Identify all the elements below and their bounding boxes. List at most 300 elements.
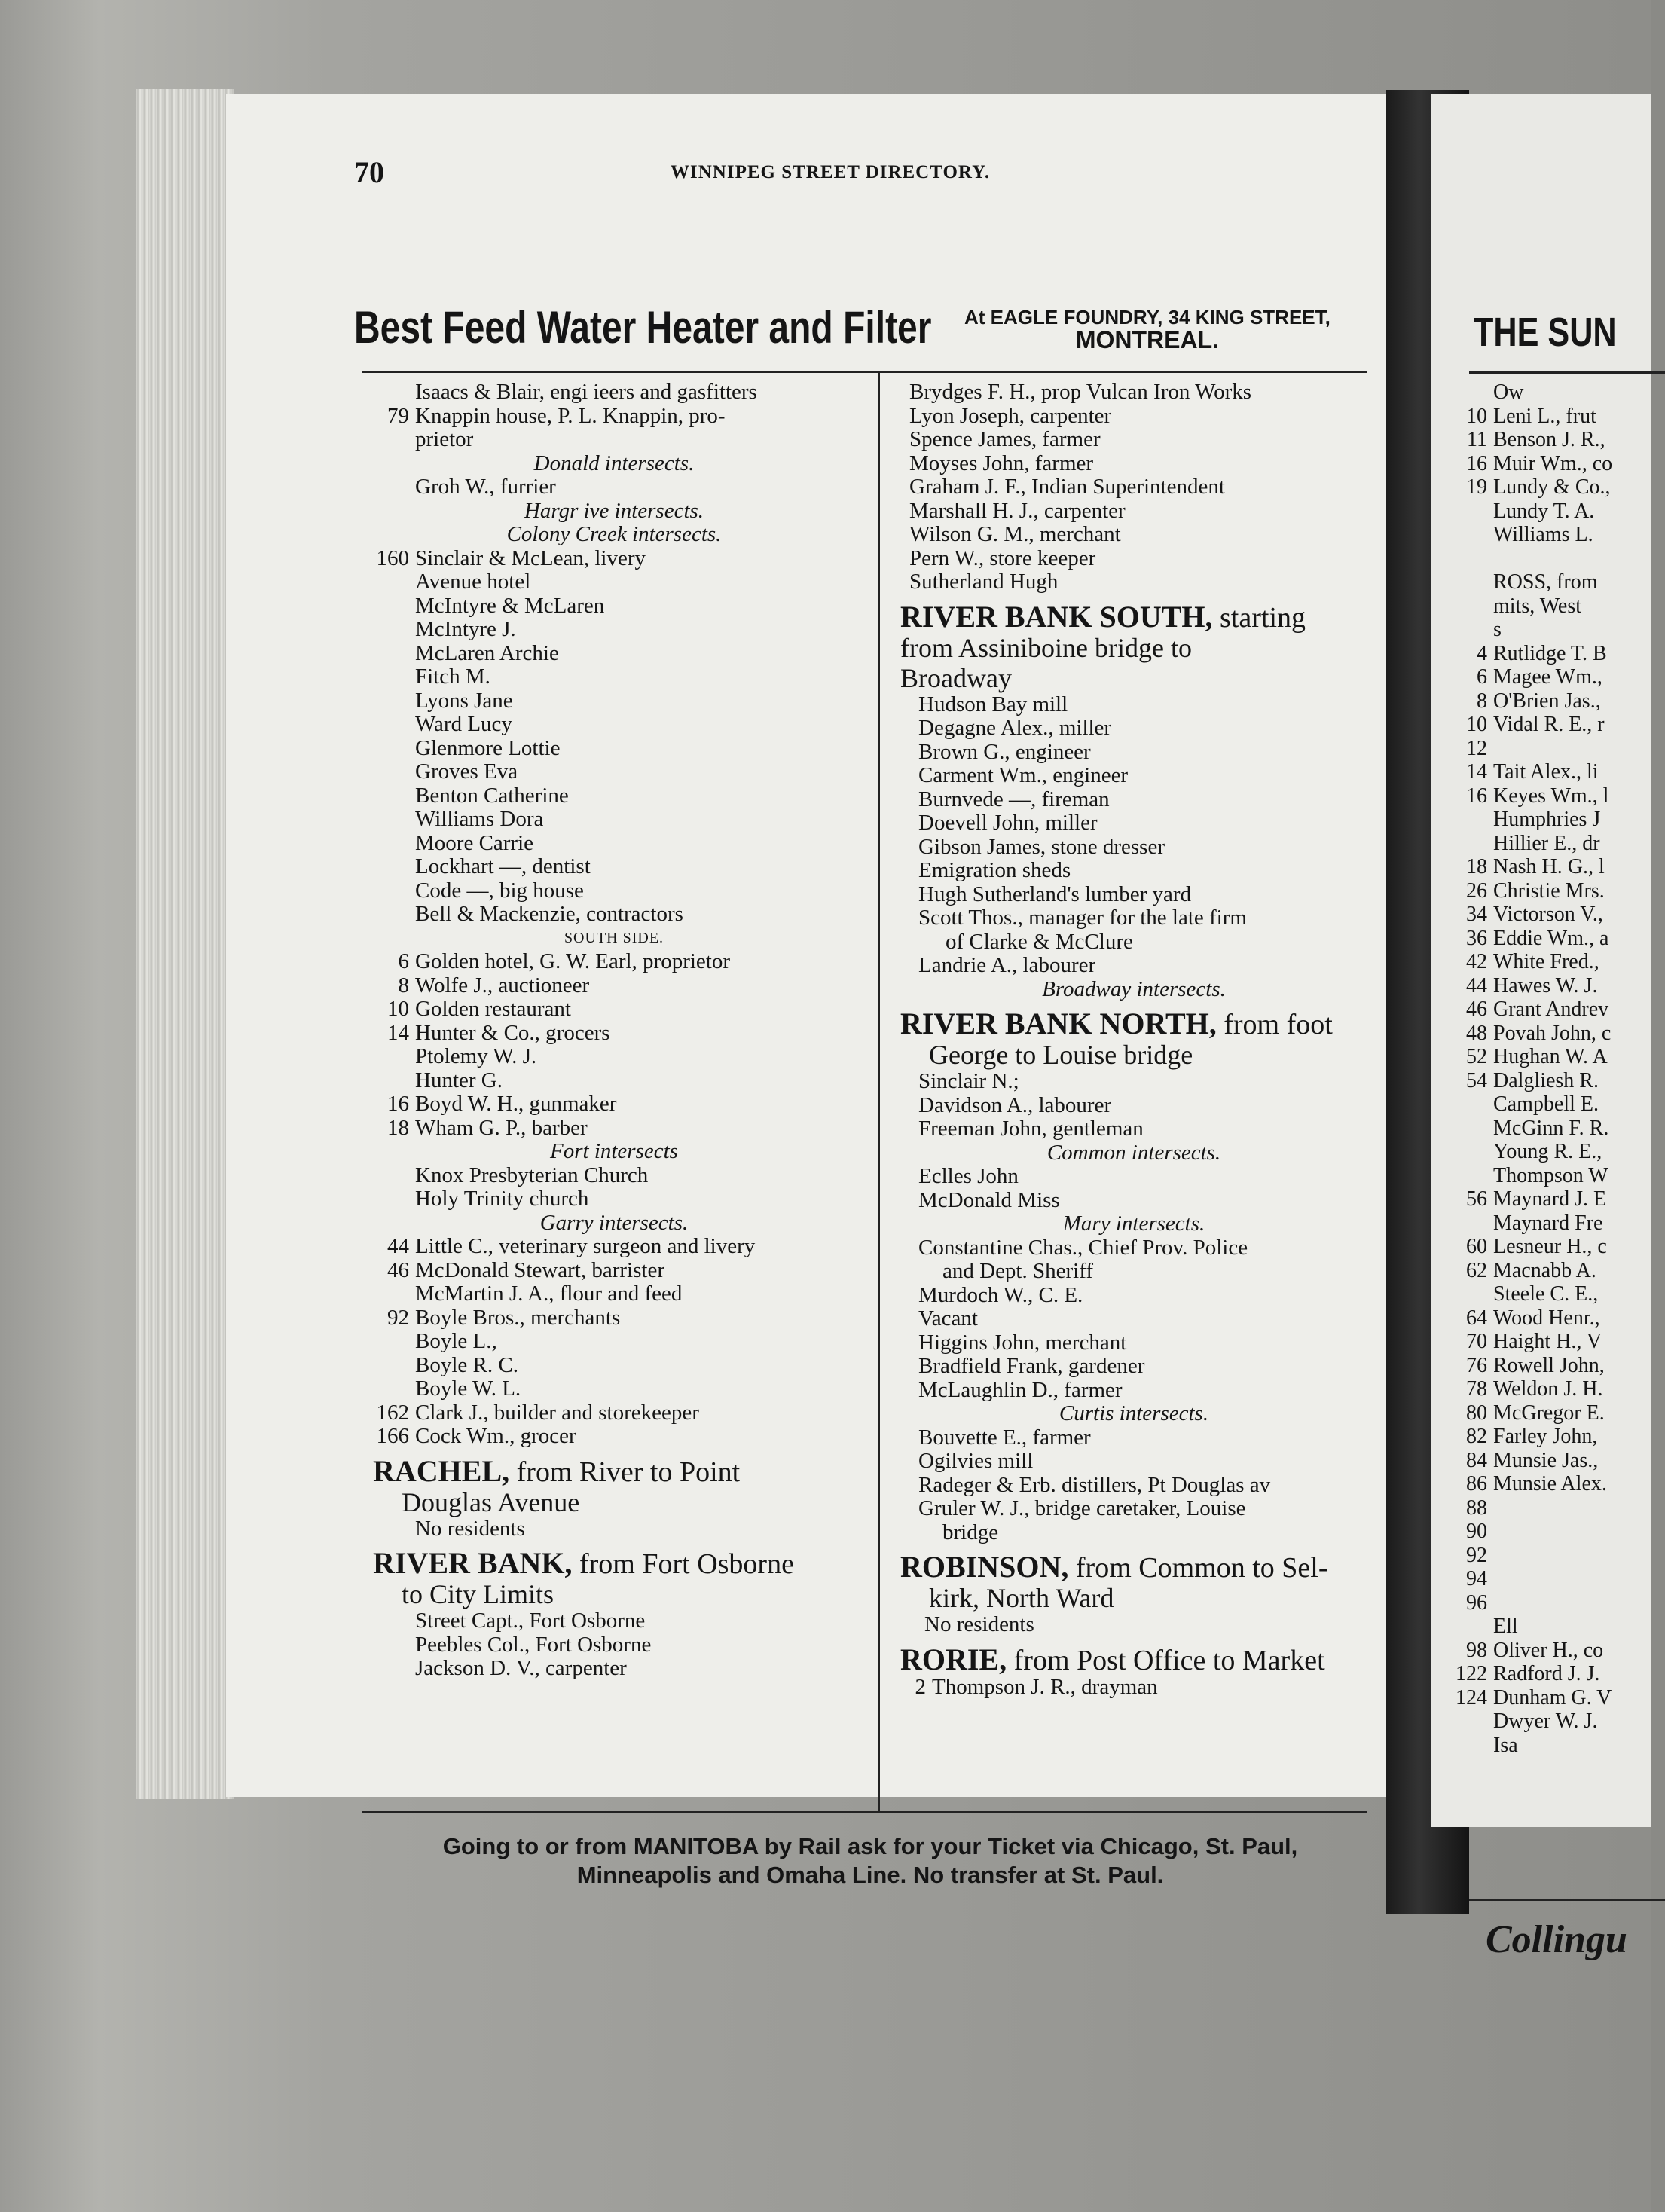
entry-text: Farley John, [1493,1425,1598,1448]
entry-text: Cock Wm., grocer [415,1424,576,1448]
adjacent-entry [1454,832,1612,856]
house-number: 124 [1456,1685,1487,1709]
entry-text: Benson J. R., [1493,428,1605,451]
entry-text: McGregor E. [1493,1401,1605,1425]
directory-entry: McDonald Miss [918,1187,1060,1212]
house-number: 10 [1466,713,1487,736]
adjacent-entry [1454,1164,1612,1188]
adjacent-entry [1454,665,1612,689]
directory-entry: Moore Carrie [415,830,534,855]
house-number: 16 [387,1092,409,1116]
entry-text: Magee Wm., [1493,665,1602,689]
directory-entry: Davidson A., labourer [918,1092,1112,1117]
adjacent-entry [1454,1187,1612,1211]
directory-entry: Sutherland Hugh [909,570,1059,594]
entry-text: Victorson V., [1493,903,1603,926]
directory-entry: Radeger & Erb. distillers, Pt Douglas av [918,1472,1271,1497]
entry-text: Boyle Bros., merchants [415,1305,621,1330]
house-number: 10 [1466,404,1487,428]
entry-text: Boyd W. H., gunmaker [415,1092,617,1116]
directory-entry: Eclles John [918,1164,1019,1188]
directory-entry: Lockhart —, dentist [415,854,591,878]
running-title: WINNIPEG STREET DIRECTORY. [671,162,991,182]
house-number: 160 [376,545,409,570]
directory-entry: Ward Lucy [415,712,512,736]
house-number: 76 [1466,1353,1487,1377]
directory-entry: Pern W., store keeper [909,545,1096,570]
adjacent-entry [1454,547,1612,571]
adjacent-page-column [1454,380,1612,1757]
entry-text: Thompson W [1493,1163,1608,1187]
house-number: 4 [1477,641,1487,665]
directory-entry: Benton Catherine [415,783,569,808]
entry-text: Haight H., V [1493,1330,1602,1353]
bottom-ad-line-1: Going to or from MANITOBA by Rail ask for your Ticket via Chicago, St. Paul, [442,1833,1298,1859]
entry-text: Dalgliesh R. [1493,1068,1599,1092]
directory-entry: No residents [924,1612,1034,1636]
entry-text: Vidal R. E., r [1493,713,1605,736]
adjacent-page-footer: Collingu [1486,1918,1627,1961]
directory-entry: Bradfield Frank, gardener [918,1354,1145,1378]
adjacent-entry [1454,642,1612,666]
house-number: 88 [1466,1496,1487,1520]
adjacent-entry [1454,1709,1612,1734]
directory-entry: No residents [415,1516,525,1541]
directory-entry: McLaughlin D., farmer [918,1377,1123,1402]
entry-text: Rutlidge T. B [1493,641,1607,665]
adjacent-page-rule-bottom [1469,1899,1665,1901]
entry-text: Nash H. G., l [1493,855,1605,878]
house-number: 18 [387,1115,409,1140]
entry-text: Grant Andrev [1493,998,1609,1021]
directory-entry [373,974,855,998]
house-number: 90 [1466,1520,1487,1543]
entry-text: Williams L. [1493,523,1593,546]
entry-text: Macnabb A. [1493,1258,1596,1282]
adjacent-entry [1454,784,1612,808]
adjacent-entry [1454,1117,1612,1141]
directory-entry: Groves Eva [415,759,518,784]
street-rachel [373,1453,855,1541]
house-number: 44 [387,1234,409,1258]
entry-text: Sinclair & McLean, livery [415,545,646,570]
directory-entry: Degagne Alex., miller [918,716,1112,740]
directory-entry: Carment Wm., engineer [918,763,1129,787]
street-heading-cont: Broadway [900,662,1012,693]
adjacent-entry [1454,808,1612,832]
house-number: 36 [1466,926,1487,950]
directory-entry: of Clarke & McClure [946,929,1133,954]
adjacent-entry [1454,1045,1612,1069]
adjacent-entry [1454,1567,1612,1591]
adjacent-entry [1454,500,1612,524]
street-entries [900,1070,1367,1141]
directory-entry [373,1425,855,1449]
house-number: 79 [387,403,409,428]
directory-entry: Fitch M. [415,665,490,689]
adjacent-entry [1454,974,1612,998]
house-number: 62 [1466,1258,1487,1282]
adjacent-entry [1454,1306,1612,1331]
entry-text: Ell [1493,1615,1518,1638]
entry-text: Maynard J. E [1493,1187,1607,1211]
page-edges [136,89,234,1799]
adjacent-entry [1454,1662,1612,1686]
directory-entry: Murdoch W., C. E. [918,1282,1083,1307]
entry-text: Dunham G. V [1493,1685,1612,1709]
entry-text: Wham G. P., barber [415,1115,588,1140]
street-heading: RIVER BANK SOUTH, starting [900,599,1306,634]
house-number: 70 [1466,1330,1487,1353]
intersection-note: Donald intersects. [533,451,695,475]
bottom-advertisement [369,1832,1371,1890]
entry-text: Oliver H., co [1493,1638,1604,1662]
adjacent-entry [1454,689,1612,713]
adjacent-entry [1454,405,1612,429]
adjacent-page-rule [1469,371,1665,374]
directory-entry: Bouvette E., farmer [918,1425,1091,1450]
entry-text: Rowell John, [1493,1353,1605,1377]
entry-text: Clark J., builder and storekeeper [415,1400,699,1425]
street-robinson [900,1552,1367,1637]
entry-text: Povah John, c [1493,1021,1612,1045]
adjacent-entry [1454,903,1612,927]
adjacent-entry [1454,523,1612,547]
adjacent-entry [1454,998,1612,1022]
house-number: 46 [1466,998,1487,1021]
entry-text: Munsie Jas., [1493,1448,1599,1472]
house-number: 80 [1466,1401,1487,1425]
entry-text: Weldon J. H. [1493,1377,1603,1401]
adjacent-entry [1454,1520,1612,1544]
directory-entry: Landrie A., labourer [918,953,1096,977]
river-bank-continued [900,380,1367,594]
directory-entry: Freeman John, gentleman [918,1117,1144,1141]
house-number: 48 [1466,1021,1487,1045]
adjacent-entry [1454,618,1612,642]
house-number: 82 [1466,1425,1487,1448]
house-number: 16 [1466,784,1487,808]
directory-entry: Sinclair N.; [918,1069,1019,1093]
directory-entry: Emigration sheds [918,858,1071,882]
directory-entry [373,547,855,571]
adjacent-entry [1454,1496,1612,1520]
page-header [354,154,1371,192]
adjacent-entry [1454,594,1612,619]
house-number: 78 [1466,1377,1487,1401]
entry-text: Keyes Wm., l [1493,784,1609,808]
entry-text: Wood Henr., [1493,1306,1600,1330]
directory-entry: McMartin J. A., flour and feed [415,1282,683,1306]
directory-entry: Holy Trinity church [415,1187,589,1211]
entry-text: Munsie Alex. [1493,1472,1607,1496]
directory-entry: Ogilvies mill [918,1449,1034,1473]
top-advertisement [354,301,1371,362]
adjacent-entry [1454,1022,1612,1046]
house-number: 26 [1466,878,1487,903]
directory-entry [373,1259,855,1283]
directory-entry: prietor [415,427,474,451]
entry-text: Isa [1493,1733,1518,1757]
adjacent-entry [1454,428,1612,452]
adjacent-entry [1454,1401,1612,1425]
directory-entry: Gruler W. J., bridge caretaker, Louise [918,1496,1246,1520]
directory-entry: Lyons Jane [415,688,513,713]
adjacent-entry [1454,1282,1612,1306]
entry-text: Muir Wm., co [1493,451,1613,475]
house-number: 12 [1466,736,1487,760]
directory-entry: Doevell John, miller [918,811,1098,835]
adjacent-entry [1454,713,1612,737]
house-number: 11 [1467,428,1487,451]
street-river-bank [373,1548,855,1681]
house-number: 46 [387,1257,409,1282]
adjacent-entry [1454,1686,1612,1710]
directory-entry: bridge [942,1520,999,1544]
street-entries [900,1426,1367,1545]
house-number: 96 [1466,1590,1487,1615]
adjacent-entry [1454,1235,1612,1259]
adjacent-entry [1454,1591,1612,1615]
directory-entry: Moyses John, farmer [909,451,1094,475]
entry-text: Maynard Fre [1493,1211,1603,1235]
directory-entry: Bell & Mackenzie, contractors [415,902,683,926]
house-number: 98 [1466,1638,1487,1662]
house-number: 166 [376,1424,409,1448]
house-number: 64 [1466,1306,1487,1330]
directory-entry: Glenmore Lottie [415,735,561,760]
directory-entry: Boyle L., [415,1329,497,1353]
house-number: 162 [376,1400,409,1425]
street-heading-cont: to City Limits [402,1579,554,1609]
directory-entry: Scott Thos., manager for the late firm [918,906,1247,930]
street-heading-cont: George to Louise bridge [929,1040,1193,1070]
house-number: 8 [1477,689,1487,713]
directory-entry [373,998,855,1022]
entry-text: Dwyer W. J. [1493,1709,1598,1733]
house-number: 86 [1466,1472,1487,1496]
entry-text: Campbell E. [1493,1092,1599,1116]
house-number: 6 [1477,665,1487,689]
house-number: 92 [1466,1543,1487,1567]
directory-entry: Brydges F. H., prop Vulcan Iron Works [909,380,1252,404]
adjacent-entry [1454,879,1612,903]
house-number: 94 [1466,1567,1487,1590]
column-divider [878,373,880,1812]
street-entries [900,1236,1367,1403]
adjacent-entry [1454,737,1612,761]
house-number: 16 [1466,451,1487,475]
street-heading: RIVER BANK NORTH, from foot [900,1007,1333,1040]
directory-entry: Wilson G. M., merchant [909,522,1121,546]
entry-text: Hawes W. J. [1493,973,1598,998]
ad-headline: Best Feed Water Heater and Filter [354,302,932,353]
entry-text: Wolfe J., auctioneer [415,973,590,998]
directory-entry: Graham J. F., Indian Superintendent [909,475,1225,499]
house-number: 14 [387,1020,409,1045]
entry-text: Leni L., frut [1493,404,1596,428]
street-heading: RORIE, from Post Office to Market [900,1642,1325,1676]
street-heading-cont: kirk, North Ward [929,1583,1114,1613]
entry-text: Lundy T. A. [1493,499,1595,523]
ad-address [964,306,1330,351]
house-number: 14 [1466,760,1487,784]
directory-entry: Vacant [918,1306,978,1331]
intersection-note: Broadway intersects. [1042,976,1226,1001]
street-heading-cont: Douglas Avenue [402,1486,580,1517]
right-column [900,380,1367,1699]
entry-text: Steele C. E., [1493,1282,1599,1306]
adjacent-entry [1454,760,1612,784]
directory-entry [373,1235,855,1259]
house-number: 122 [1456,1662,1487,1685]
adjacent-entry [1454,570,1612,594]
directory-entry: Boyle R. C. [415,1352,518,1377]
top-rule [362,371,1367,373]
house-number: 10 [387,997,409,1021]
directory-entry: Higgins John, merchant [918,1330,1127,1355]
adjacent-entry [1454,927,1612,951]
directory-entry [373,1306,855,1331]
entry-text: Golden hotel, G. W. Earl, proprietor [415,949,730,973]
directory-entry: McIntyre J. [415,617,516,641]
adjacent-entry [1454,1544,1612,1568]
entry-text: Hillier E., dr [1493,831,1600,855]
directory-entry [373,1022,855,1046]
intersection-note: Colony Creek intersects. [506,522,722,546]
directory-entry: Groh W., furrier [415,475,556,499]
directory-entry [373,1117,855,1141]
street-heading: RIVER BANK, from Fort Osborne [373,1546,794,1580]
bottom-rule [362,1811,1367,1813]
ad-address-city: MONTREAL. [1075,326,1220,353]
adjacent-entry [1454,1639,1612,1663]
entry-text: Ow [1493,380,1524,404]
directory-entry: Knox Presbyterian Church [415,1163,649,1187]
house-number: 8 [398,973,409,998]
entry-text: Humphries J [1493,808,1601,831]
house-number: 52 [1466,1045,1487,1068]
adjacent-entry [1454,1211,1612,1236]
entry-text: Christie Mrs. [1493,878,1605,903]
entry-text: Golden restaurant [415,997,571,1021]
entry-text: Lundy & Co., [1493,475,1611,499]
directory-entry: Hudson Bay mill [918,692,1068,716]
adjacent-entry [1454,1425,1612,1449]
street-entries [900,1165,1367,1212]
adjacent-entry [1454,452,1612,476]
house-number: 84 [1466,1448,1487,1472]
entry-text: McDonald Stewart, barrister [415,1257,664,1282]
directory-entry: Gibson James, stone dresser [918,834,1166,859]
intersection-note: Curtis intersects. [1059,1401,1209,1425]
adjacent-entry [1454,1449,1612,1473]
directory-entry [373,1401,855,1425]
street-river-bank-south [900,599,1367,1002]
adjacent-entry [1454,1377,1612,1401]
street-entries [900,693,1367,978]
adjacent-entry [1454,1069,1612,1093]
house-number: 54 [1466,1068,1487,1092]
adjacent-page [1431,94,1651,1961]
ad-address-line: At EAGLE FOUNDRY, 34 KING STREET, [964,306,1330,328]
house-number: 19 [1466,475,1487,499]
directory-entry: Lyon Joseph, carpenter [909,403,1112,428]
directory-entry: 2 Thompson J. R., drayman [915,1674,1158,1699]
adjacent-entry [1454,1092,1612,1117]
directory-entry: Peebles Col., Fort Osborne [415,1632,652,1657]
street-rorie [900,1642,1367,1700]
intersection-note: Mary intersects. [1062,1211,1205,1236]
adjacent-entry [1454,1472,1612,1496]
entry-text: mits, West [1493,594,1582,618]
house-number: 56 [1466,1187,1487,1211]
house-number: 6 [398,949,409,973]
house-number: 18 [1466,855,1487,878]
directory-entry: Boyle W. L. [415,1376,521,1401]
house-number: 34 [1466,903,1487,926]
directory-entry: Isaacs & Blair, engi ieers and gasfitters [415,380,757,404]
directory-entry: Code —, big house [415,878,584,903]
entry-text: Knappin house, P. L. Knappin, pro- [415,403,726,428]
entry-text: ROSS, from [1493,570,1598,594]
adjacent-entry [1454,855,1612,879]
adjacent-entry [1454,380,1612,405]
street-heading-cont: from Assiniboine bridge to [900,632,1192,663]
house-number: 44 [1466,973,1487,998]
directory-entry: McIntyre & McLaren [415,593,605,618]
entry-text: Hughan W. A [1493,1045,1608,1068]
directory-entry: Hunter G. [415,1068,503,1092]
directory-entry: Marshall H. J., carpenter [909,498,1126,523]
entry-text: Young R. E., [1493,1140,1602,1163]
street-heading: RACHEL, from River to Point [373,1453,741,1488]
directory-entry: Constantine Chas., Chief Prov. Police [918,1235,1248,1260]
entry-text: Little C., veterinary surgeon and livery [415,1234,756,1258]
adjacent-entry [1454,475,1612,500]
left-entries [373,380,855,1449]
adjacent-entry [1454,1354,1612,1378]
left-column [373,380,855,1681]
entry-text: White Fred., [1493,950,1599,973]
adjacent-entry [1454,1734,1612,1758]
house-number: 60 [1466,1235,1487,1258]
directory-entry: Street Capt., Fort Osborne [415,1609,646,1633]
house-number: 42 [1466,950,1487,973]
directory-entry: Ptolemy W. J. [415,1044,537,1068]
adjacent-entry [1454,1615,1612,1639]
section-label: SOUTH SIDE. [564,929,664,946]
directory-entry: Burnvede —, fireman [918,787,1110,811]
adjacent-entry [1454,1140,1612,1164]
entry-text: Lesneur H., c [1493,1235,1607,1258]
intersection-note: Fort intersects [550,1139,678,1163]
directory-entry [373,950,855,974]
adjacent-page-title: THE SUN [1474,310,1617,355]
house-number: 92 [387,1305,409,1330]
street-heading: ROBINSON, from Common to Sel- [900,1550,1328,1584]
intersection-note: Common intersects. [1046,1140,1221,1165]
entry-text: s [1493,618,1502,641]
adjacent-entry [1454,1330,1612,1354]
adjacent-entry [1454,1259,1612,1283]
entry-text: Eddie Wm., a [1493,926,1609,950]
entry-text: Tait Alex., li [1493,760,1599,784]
intersection-note: Hargr ive intersects. [524,498,704,523]
directory-entry: Spence James, farmer [909,427,1101,451]
intersection-note: Garry intersects. [539,1210,689,1235]
directory-entry: Hugh Sutherland's lumber yard [918,881,1192,906]
